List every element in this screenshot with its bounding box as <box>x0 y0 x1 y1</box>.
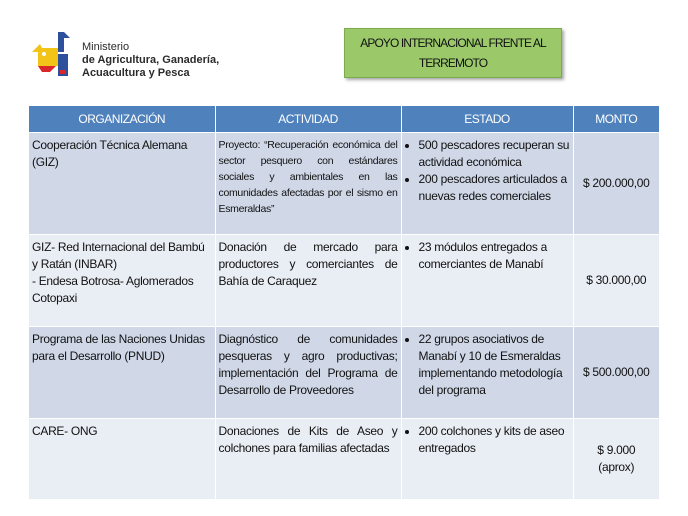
ministry-logo-icon <box>28 28 76 80</box>
org-cell <box>29 133 215 235</box>
ministry-name <box>82 41 219 80</box>
status-cell <box>401 133 573 235</box>
org-text: Cooperación Técnica Alemana (GIZ) <box>32 138 188 169</box>
table-row <box>29 327 659 419</box>
amount-text: $ 30.000,00 <box>586 273 647 287</box>
activity-cell: Diagnóstico de comunidades pesqueras y agro productivas; implementación del Programa de Desarrollo de Proveedores <box>215 327 401 419</box>
org-text: - Endesa Botrosa- Aglomerados Cotopaxi <box>32 274 194 305</box>
table-row <box>29 235 659 327</box>
support-table <box>29 106 659 499</box>
org-text: CARE- ONG <box>32 424 98 438</box>
activity-cell: Donación de mercado para productores y comerciantes de Bahía de Caraquez <box>215 235 401 327</box>
status-item: • 22 grupos asociativos de Manabí y 10 de Esmeraldas implementando metodología del programa <box>419 331 570 399</box>
status-item: • 200 colchones y kits de aseo entregados <box>419 423 570 457</box>
ministry-line2: de Agricultura, Ganadería, <box>82 54 220 66</box>
org-text: GIZ- Red Internacional del Bambú y Ratán (INBAR) <box>32 240 205 271</box>
org-text: Programa de las Naciones Unidas para el Desarrollo (PNUD) <box>32 332 205 363</box>
org-cell <box>29 235 215 327</box>
table-row <box>29 419 659 500</box>
status-item: • 500 pescadores recuperan su actividad económica <box>419 137 570 171</box>
header-organizacion: ORGANIZACIÓN <box>29 106 215 133</box>
org-cell <box>29 327 215 419</box>
amount-cell <box>573 419 659 500</box>
activity-cell: Proyecto: “Recuperación económica del sector pesquero con estándares sociales y ambientales en las comunidades afectadas por el sismo en Esmeraldas” <box>215 133 401 235</box>
status-item: • 200 pescadores articulados a nuevas redes comerciales <box>419 171 570 205</box>
activity-cell: Donaciones de Kits de Aseo y colchones para familias afectadas <box>215 419 401 500</box>
status-cell <box>401 327 573 419</box>
amount-text: $ 200.000,00 <box>583 176 650 190</box>
header-estado: ESTADO <box>401 106 573 133</box>
slide-title-text: APOYO INTERNACIONAL FRENTE AL TERREMOTO <box>360 36 546 70</box>
header-monto: MONTO <box>573 106 659 133</box>
table-row <box>29 133 659 235</box>
amount-cell <box>573 327 659 419</box>
slide-title <box>344 28 562 78</box>
table-header-row <box>29 106 659 133</box>
status-cell <box>401 419 573 500</box>
amount-cell <box>573 235 659 327</box>
ministry-line3: Acuacultura y Pesca <box>82 67 190 79</box>
status-item: • 23 módulos entregados a comerciantes de Manabí <box>419 239 570 273</box>
header-actividad: ACTIVIDAD <box>215 106 401 133</box>
org-cell <box>29 419 215 500</box>
status-cell <box>401 235 573 327</box>
amount-note: (aprox) <box>598 460 635 474</box>
ministry-line1: Ministerio <box>82 41 130 53</box>
amount-text: $ 9.000 <box>597 443 636 457</box>
amount-cell <box>573 133 659 235</box>
amount-text: $ 500.000,00 <box>583 365 650 379</box>
